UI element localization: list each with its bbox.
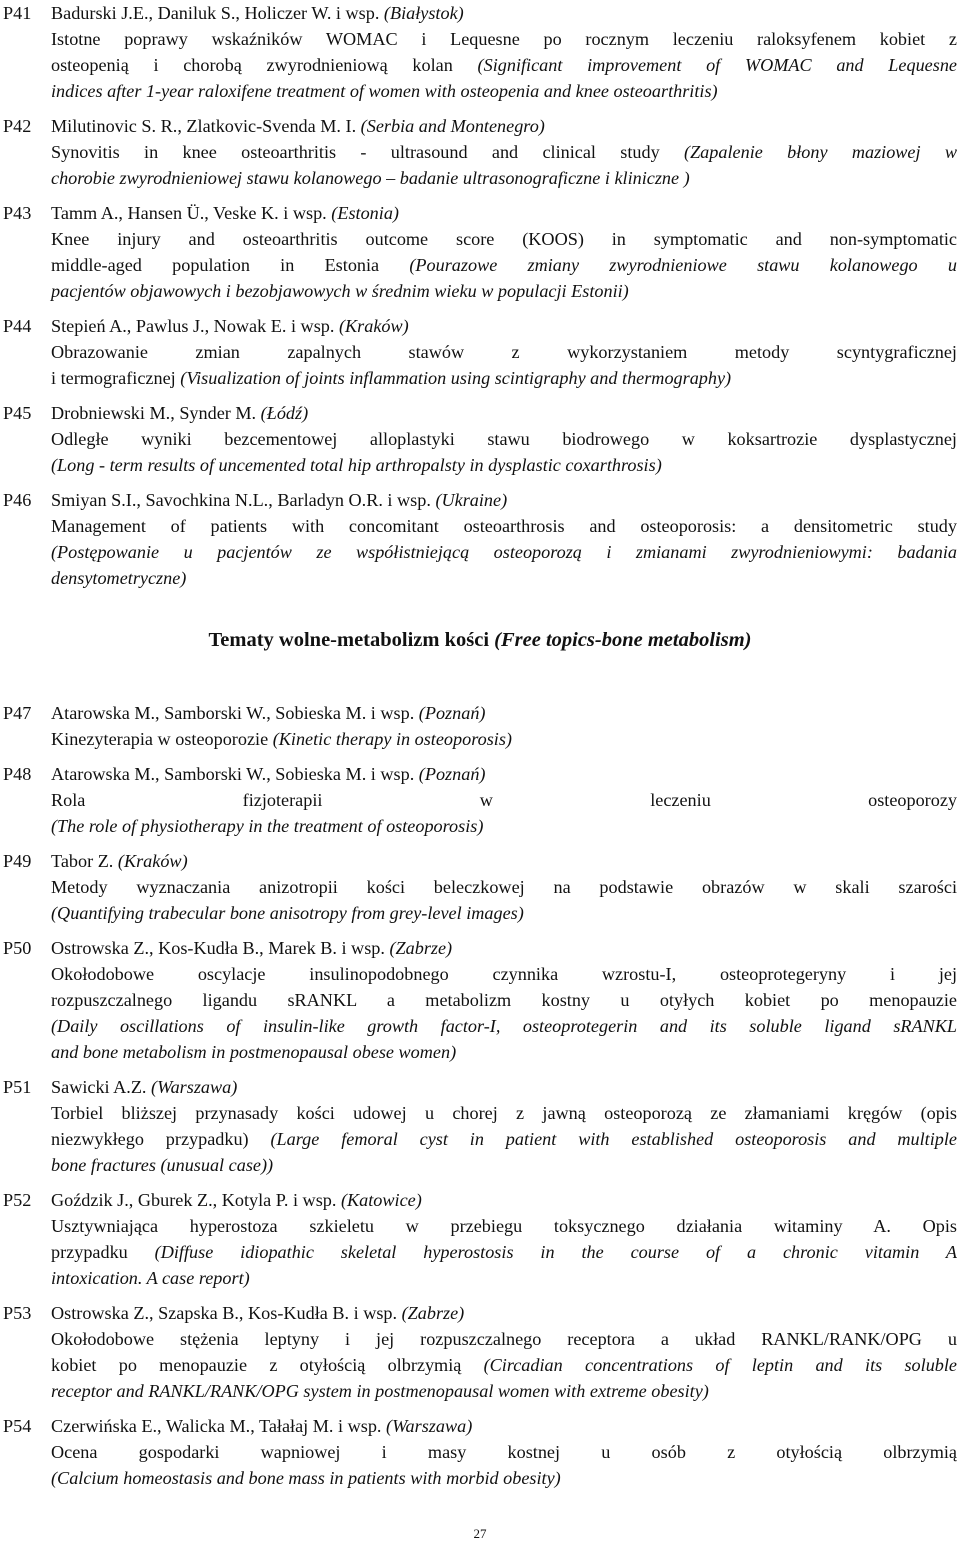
entry-title-line	[51, 1326, 957, 1352]
entry-place: (Kraków)	[338, 316, 409, 336]
entry-number: P46	[3, 490, 32, 510]
entry-body	[51, 0, 957, 104]
entry-title: Odległe wyniki bezcementowej alloplastyki stawu biodrowego w koksartrozie dysplastycznej	[51, 429, 957, 449]
entry-authors: Ostrowska Z., Kos-Kudła B., Marek B. i wsp.	[51, 938, 385, 958]
abstract-entry	[0, 935, 960, 1065]
entry-place: (Białystok)	[383, 3, 464, 23]
entry-title-line	[51, 226, 957, 252]
abstract-entry	[0, 313, 960, 391]
entry-title: osteopenią i chorobą zwyrodnieniową kolan	[51, 55, 478, 75]
entry-title: Usztywniająca hyperostoza szkieletu w przebiegu toksycznego działania witaminy A. Opis	[51, 1216, 957, 1236]
entry-authors-line	[51, 0, 957, 26]
section-heading	[0, 626, 960, 654]
entry-body	[51, 761, 957, 839]
entry-title-translation: (Visualization of joints inflammation using scintigraphy and thermography)	[180, 368, 732, 388]
abstract-entry	[0, 761, 960, 839]
entry-body	[51, 487, 957, 591]
abstract-entry	[0, 400, 960, 478]
entry-title-translation: (Significant improvement of WOMAC and Lequesne	[477, 55, 957, 75]
entry-title-translation: (Postępowanie u pacjentów ze współistniejącą osteoporozą i zmianami zwyrodnieniowymi: badania	[51, 542, 957, 562]
entry-title-translation: (The role of physiotherapy in the treatment of osteoporosis)	[51, 816, 484, 836]
entry-authors: Drobniewski M., Synder M.	[51, 403, 257, 423]
section-title: Tematy wolne-metabolizm kości	[208, 629, 490, 651]
entry-number: P49	[3, 851, 32, 871]
entry-title-line	[51, 565, 957, 591]
entry-place: (Katowice)	[340, 1190, 422, 1210]
entry-title-translation: densytometryczne)	[51, 568, 187, 588]
entry-title-translation: (Diffuse idiopathic skeletal hyperostosis in the course of a chronic vitamin A	[154, 1242, 957, 1262]
entry-authors: Czerwińska E., Walicka M., Tałałaj M. i wsp.	[51, 1416, 382, 1436]
entry-authors-line	[51, 1187, 957, 1213]
entry-title-line	[51, 426, 957, 452]
entry-body	[51, 313, 957, 391]
entry-number: P45	[3, 403, 32, 423]
entry-number: P51	[3, 1077, 32, 1097]
entry-authors-line	[51, 1413, 957, 1439]
entry-title-translation: (Zapalenie błony maziowej w	[684, 142, 957, 162]
entry-title-line	[51, 78, 957, 104]
abstract-entry	[0, 0, 960, 104]
entry-title: Rola fizjoterapii w leczeniu osteoporozy	[51, 790, 957, 810]
entry-title-line	[51, 365, 957, 391]
entry-authors: Goździk J., Gburek Z., Kotyla P. i wsp.	[51, 1190, 337, 1210]
abstract-entry	[0, 1300, 960, 1404]
entry-body	[51, 1413, 957, 1491]
entry-number: P41	[3, 3, 32, 23]
entry-authors-line	[51, 313, 957, 339]
entry-title-line	[51, 1439, 957, 1465]
entry-place: (Kraków)	[117, 851, 188, 871]
entry-authors: Stepień A., Pawlus J., Nowak E. i wsp.	[51, 316, 335, 336]
entry-title-line	[51, 1265, 957, 1291]
entry-title: middle-aged population in Estonia	[51, 255, 410, 275]
entry-title: rozpuszczalnego ligandu sRANKL a metabolizm kostny u otyłych kobiet po menopauzie	[51, 990, 957, 1010]
entry-title-line	[51, 339, 957, 365]
entry-authors: Badurski J.E., Daniluk S., Holiczer W. i wsp.	[51, 3, 380, 23]
entry-title-translation: (Calcium homeostasis and bone mass in patients with morbid obesity)	[51, 1468, 561, 1488]
entry-place: (Poznań)	[418, 703, 486, 723]
entry-title-line	[51, 1465, 957, 1491]
page-number: 27	[473, 1526, 487, 1541]
entry-title-line	[51, 1352, 957, 1378]
entry-body	[51, 848, 957, 926]
entry-number: P50	[3, 938, 32, 958]
entry-place: (Zabrze)	[389, 938, 453, 958]
entry-title: niezwykłego przypadku)	[51, 1129, 271, 1149]
entry-authors-line	[51, 487, 957, 513]
abstract-entry	[0, 113, 960, 191]
entry-title-line	[51, 1126, 957, 1152]
entry-title: Istotne poprawy wskaźników WOMAC i Lequesne po rocznym leczeniu raloksyfenem kobiet z	[51, 29, 957, 49]
entry-number: P48	[3, 764, 32, 784]
entry-body	[51, 113, 957, 191]
entry-authors-line	[51, 400, 957, 426]
entry-place: (Ukraine)	[435, 490, 508, 510]
entry-title: Kinezyterapia w osteoporozie	[51, 729, 273, 749]
section-title-en: (Free topics-bone metabolism)	[494, 629, 752, 651]
entry-title-line	[51, 1378, 957, 1404]
entry-body	[51, 1300, 957, 1404]
entry-place: (Estonia)	[331, 203, 399, 223]
entry-authors-line	[51, 761, 957, 787]
entry-title-line	[51, 26, 957, 52]
entry-authors: Atarowska M., Samborski W., Sobieska M. i wsp.	[51, 703, 415, 723]
entry-authors: Tabor Z.	[51, 851, 114, 871]
entry-title-translation: (Large femoral cyst in patient with established osteoporosis and multiple	[270, 1129, 957, 1149]
abstract-entry	[0, 848, 960, 926]
entry-title-line	[51, 1213, 957, 1239]
entry-number: P54	[3, 1416, 32, 1436]
entry-title-translation: chorobie zwyrodnieniowej stawu kolanowego – badanie ultrasonograficzne i kliniczne )	[51, 168, 690, 188]
entry-authors-line	[51, 935, 957, 961]
entry-title: Management of patients with concomitant osteoarthrosis and osteoporosis: a densitometric study	[51, 516, 957, 536]
entry-title-line	[51, 900, 957, 926]
entry-title: przypadku	[51, 1242, 155, 1262]
entry-title-translation: (Long - term results of uncemented total hip arthropalsty in dysplastic coxarthrosis)	[51, 455, 662, 475]
entry-title-line	[51, 278, 957, 304]
entry-title: Torbiel bliższej przynasady kości udowej u chorej z jawną osteoporozą ze złamaniami kręgów (opis	[51, 1103, 957, 1123]
entry-title-translation: (Quantifying trabecular bone anisotropy from grey-level images)	[51, 903, 524, 923]
entry-title-translation: (Pourazowe zmiany zwyrodnieniowe stawu kolanowego u	[409, 255, 957, 275]
entry-title-line	[51, 539, 957, 565]
entry-body	[51, 200, 957, 304]
abstract-entry	[0, 200, 960, 304]
entry-number: P42	[3, 116, 32, 136]
entry-title-line	[51, 987, 957, 1013]
abstract-entry	[0, 1074, 960, 1178]
entry-authors-line	[51, 700, 957, 726]
abstract-entry	[0, 700, 960, 752]
entry-title-translation: pacjentów objawowych i bezobjawowych w średnim wieku w populacji Estonii)	[51, 281, 629, 301]
entry-authors-line	[51, 1300, 957, 1326]
entry-place: (Poznań)	[418, 764, 486, 784]
abstract-entry	[0, 1413, 960, 1491]
entry-place: (Warszawa)	[386, 1416, 473, 1436]
entry-place: (Serbia and Montenegro)	[360, 116, 545, 136]
entry-place: (Łódź)	[260, 403, 309, 423]
entry-title-line	[51, 813, 957, 839]
entry-title-line	[51, 452, 957, 478]
entry-title-line	[51, 165, 957, 191]
entry-authors: Atarowska M., Samborski W., Sobieska M. i wsp.	[51, 764, 415, 784]
entry-number: P47	[3, 703, 32, 723]
entry-title-translation: receptor and RANKL/RANK/OPG system in postmenopausal women with extreme obesity)	[51, 1381, 709, 1401]
entry-title-translation: indices after 1-year raloxifene treatment of women with osteopenia and knee osteoarthritis)	[51, 81, 718, 101]
entry-title: Obrazowanie zmian zapalnych stawów z wykorzystaniem metody scyntygraficznej	[51, 342, 957, 362]
entry-title-line	[51, 726, 957, 752]
entry-title-line	[51, 1100, 957, 1126]
entry-authors-line	[51, 200, 957, 226]
entry-title-line	[51, 139, 957, 165]
abstract-entry	[0, 1187, 960, 1291]
entry-number: P43	[3, 203, 32, 223]
entry-title-line	[51, 513, 957, 539]
entry-authors-line	[51, 1074, 957, 1100]
entry-title-line	[51, 1013, 957, 1039]
entry-title-translation: (Circadian concentrations of leptin and its soluble	[483, 1355, 957, 1375]
entry-title-translation: (Daily oscillations of insulin-like growth factor-I, osteoprotegerin and its soluble ligand sRANKL	[51, 1016, 957, 1036]
entry-body	[51, 935, 957, 1065]
entry-number: P52	[3, 1190, 32, 1210]
entry-title-line	[51, 961, 957, 987]
entry-body	[51, 1187, 957, 1291]
entry-authors: Sawicki A.Z.	[51, 1077, 147, 1097]
entry-title: Knee injury and osteoarthritis outcome score (KOOS) in symptomatic and non-symptomatic	[51, 229, 957, 249]
entry-title-line	[51, 52, 957, 78]
entry-authors: Tamm A., Hansen Ü., Veske K. i wsp.	[51, 203, 327, 223]
entry-number: P44	[3, 316, 32, 336]
entry-number: P53	[3, 1303, 32, 1323]
entry-body	[51, 700, 957, 752]
entry-title-translation: (Kinetic therapy in osteoporosis)	[272, 729, 512, 749]
entry-title-line	[51, 1239, 957, 1265]
abstract-entry	[0, 487, 960, 591]
entry-authors: Smiyan S.I., Savochkina N.L., Barladyn O.R. i wsp.	[51, 490, 431, 510]
entry-title-line	[51, 787, 957, 813]
entry-title-line	[51, 1039, 957, 1065]
entry-authors: Milutinovic S. R., Zlatkovic-Svenda M. I.	[51, 116, 357, 136]
entry-title-translation: intoxication. A case report)	[51, 1268, 250, 1288]
entry-title: Okołodobowe stężenia leptyny i jej rozpuszczalnego receptora a układ RANKL/RANK/OPG u	[51, 1329, 957, 1349]
entry-title: Okołodobowe oscylacje insulinopodobnego czynnika wzrostu-I, osteoprotegeryny i jej	[51, 964, 957, 984]
entry-title: Metody wyznaczania anizotropii kości beleczkowej na podstawie obrazów w skali szarości	[51, 877, 957, 897]
entry-place: (Warszawa)	[151, 1077, 238, 1097]
entry-title: i termograficznej	[51, 368, 181, 388]
entry-title-translation: bone fractures (unusual case))	[51, 1155, 274, 1175]
entries-bottom	[0, 700, 960, 1491]
entry-title-line	[51, 252, 957, 278]
entries-top	[0, 0, 960, 591]
entry-place: (Zabrze)	[401, 1303, 465, 1323]
entry-authors-line	[51, 113, 957, 139]
entry-title-line	[51, 1152, 957, 1178]
entry-body	[51, 1074, 957, 1178]
entry-authors: Ostrowska Z., Szapska B., Kos-Kudła B. i wsp.	[51, 1303, 398, 1323]
entry-body	[51, 400, 957, 478]
entry-authors-line	[51, 848, 957, 874]
entry-title: Synovitis in knee osteoarthritis - ultrasound and clinical study	[51, 142, 685, 162]
entry-title: Ocena gospodarki wapniowej i masy kostnej u osób z otyłością olbrzymią	[51, 1442, 957, 1462]
entry-title-line	[51, 874, 957, 900]
entry-title-translation: and bone metabolism in postmenopausal obese women)	[51, 1042, 457, 1062]
entry-title: kobiet po menopauzie z otyłością olbrzymią	[51, 1355, 484, 1375]
